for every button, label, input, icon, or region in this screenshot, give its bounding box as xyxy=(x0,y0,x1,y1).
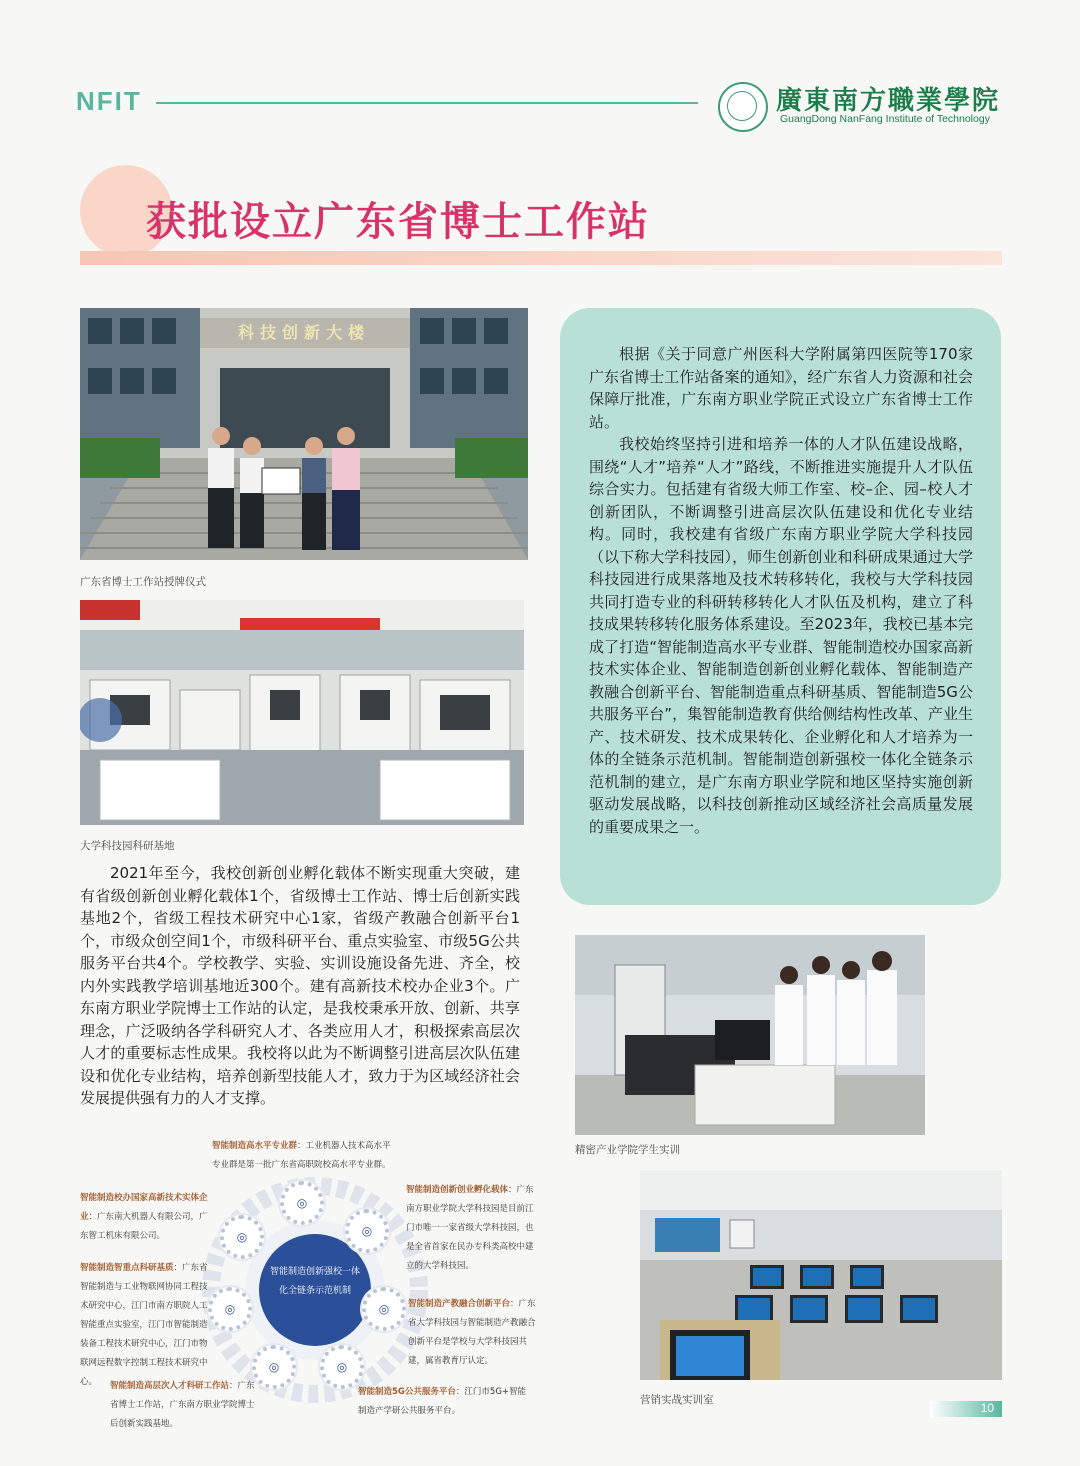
diagram-item-hightech-enterprise: 智能制造校办国家高新技术实体企业：广东南大机器人有限公司，广东智工机床有限公司。 xyxy=(80,1193,208,1241)
title-decor-bar xyxy=(80,251,1002,265)
gear-icon: ◎ xyxy=(345,1209,389,1253)
brand-logo: NFIT xyxy=(76,86,142,116)
diagram-item-industry-education: 智能制造产教融合创新平台：广东省大学科技园与智能制造产教融合创新平台是学校与大学科技园共建，属省教育厅认定。 xyxy=(408,1299,536,1366)
diagram-item-incubator: 智能制造创新创业孵化载体：广东南方职业学院大学科技园是目前江门市唯一一家省级大学科技园，也是全省首家在民办专科类高校中建立的大学科技园。 xyxy=(406,1185,534,1271)
page-number: 10 xyxy=(980,1401,994,1415)
diagram-center-label: 智能制造创新强校一体化全链条示范机制 xyxy=(270,1267,361,1296)
diagram-item-professional-group: 智能制造高水平专业群：工业机器人技术高水平专业群是第一批广东省高职院校高水平专业群。 xyxy=(212,1141,391,1170)
school-seal-icon xyxy=(718,82,768,132)
photo-science-park-lab xyxy=(80,600,524,825)
school-name-cn: 廣東南方職業學院 xyxy=(776,86,1001,116)
school-name-en: GuangDong NanFang Institute of Technology xyxy=(780,113,990,125)
photo-precision-training xyxy=(575,935,925,1135)
photo-marketing-lab xyxy=(640,1170,1002,1380)
gear-icon: ◎ xyxy=(362,1287,406,1331)
page-number-bar xyxy=(930,1401,1002,1417)
caption-marketing-lab: 营销实战实训室 xyxy=(640,1394,714,1406)
building-sign-text: 科技创新大楼 xyxy=(237,323,370,342)
photo-plaque-ceremony xyxy=(80,308,528,560)
diagram-item-research-base: 智能制造智重点科研基质：广东省智能制造与工业物联网协同工程技术研究中心，江门市南方职院人工智能重点实验室，江门市智能制造装备工程技术研究中心，江门市物联网远程数字控制工程技术研究中心。 xyxy=(80,1263,208,1387)
diagram-demo-mechanism xyxy=(80,1135,550,1429)
caption-precision-training: 精密产业学院学生实训 xyxy=(575,1144,680,1156)
article-title: 获批设立广东省博士工作站 xyxy=(146,199,650,245)
gear-icon: ◎ xyxy=(320,1345,364,1389)
paragraph-achievements: 2021年至今，我校创新创业孵化载体不断实现重大突破，建有省级创新创业孵化载体1个，省级博士工作站、博士后创新实践基地2个，省级工程技术研究中心1家，省级产教融合创新平台1个，市级众创空间1个，市级科研平台、重点实验室、市级5G公共服务平台共4个。学校教学、实验、实训设施设备先进、齐全，校内外实践教学培训基地近300个。建有高新技术校办企业3个。广东南方职业学院博士工作站的认定，是我校秉承开放、创新、共享理念，广泛吸纳各学科研究人才、各类应用人才，积极探索高层次人才的重要标志性成果。我校将以此为不断调整引进高层次队伍建设和优化专业结构，培养创新型技能人才，致力于为区域经济社会发展提供强有力的人才支撑。 xyxy=(80,864,520,1107)
paragraph-talent-strategy: 我校始终坚持引进和培养一体的人才队伍建设战略，围绕“人才”培养“人才”路线，不断推进实施提升人才队伍综合实力。包括建有省级大师工作室、校–企、园–校人才创新团队，不断调整引进高层次队伍建设和优化专业结构。同时，我校建有省级广东南方职业学院大学科技园（以下称大学科技园），师生创新创业和科研成果通过大学科技园进行成果落地及技术转移转化，我校与大学科技园共同打造专业的科研转移转化人才队伍及机构，建立了科技成果转移转化服务体系建设。至2023年，我校已基本完成了打造“智能制造高水平专业群、智能制造校办国家高新技术实体企业、智能制造创新创业孵化载体、智能制造产教融合创新平台、智能制造重点科研基质、智能制造5G公共服务平台”，集智能制造教育供给侧结构性改革、产业生产、技术研发、技术成果转化、企业孵化和人才培养为一体的全链条示范机制。智能制造创新强校一体化全链条示范机制的建立，是广东南方职业学院和地区坚持实施创新驱动发展战略，以科技创新推动区域经济社会高质量发展的重要成果之一。 xyxy=(589,435,973,836)
diagram-item-talent-station: 智能制造高层次人才科研工作站：广东省博士工作站，广东南方职业学院博士后创新实践基地。 xyxy=(110,1381,255,1429)
gear-icon: ◎ xyxy=(208,1287,252,1331)
diagram-item-5g-platform: 智能制造5G公共服务平台：江门市5G+智能制造产学研公共服务平台。 xyxy=(358,1387,527,1416)
gear-icon: ◎ xyxy=(252,1345,296,1389)
gear-icon: ◎ xyxy=(280,1181,324,1225)
caption-plaque-ceremony: 广东省博士工作站授牌仪式 xyxy=(80,576,206,588)
paragraph-approval: 根据《关于同意广州医科大学附属第四医院等170家广东省博士工作站备案的通知》，经广东省人力资源和社会保障厅批准，广东南方职业学院正式设立广东省博士工作站。 xyxy=(589,345,973,431)
header-rule xyxy=(156,102,698,104)
caption-science-park: 大学科技园科研基地 xyxy=(80,840,175,852)
gear-icon: ◎ xyxy=(220,1215,264,1259)
